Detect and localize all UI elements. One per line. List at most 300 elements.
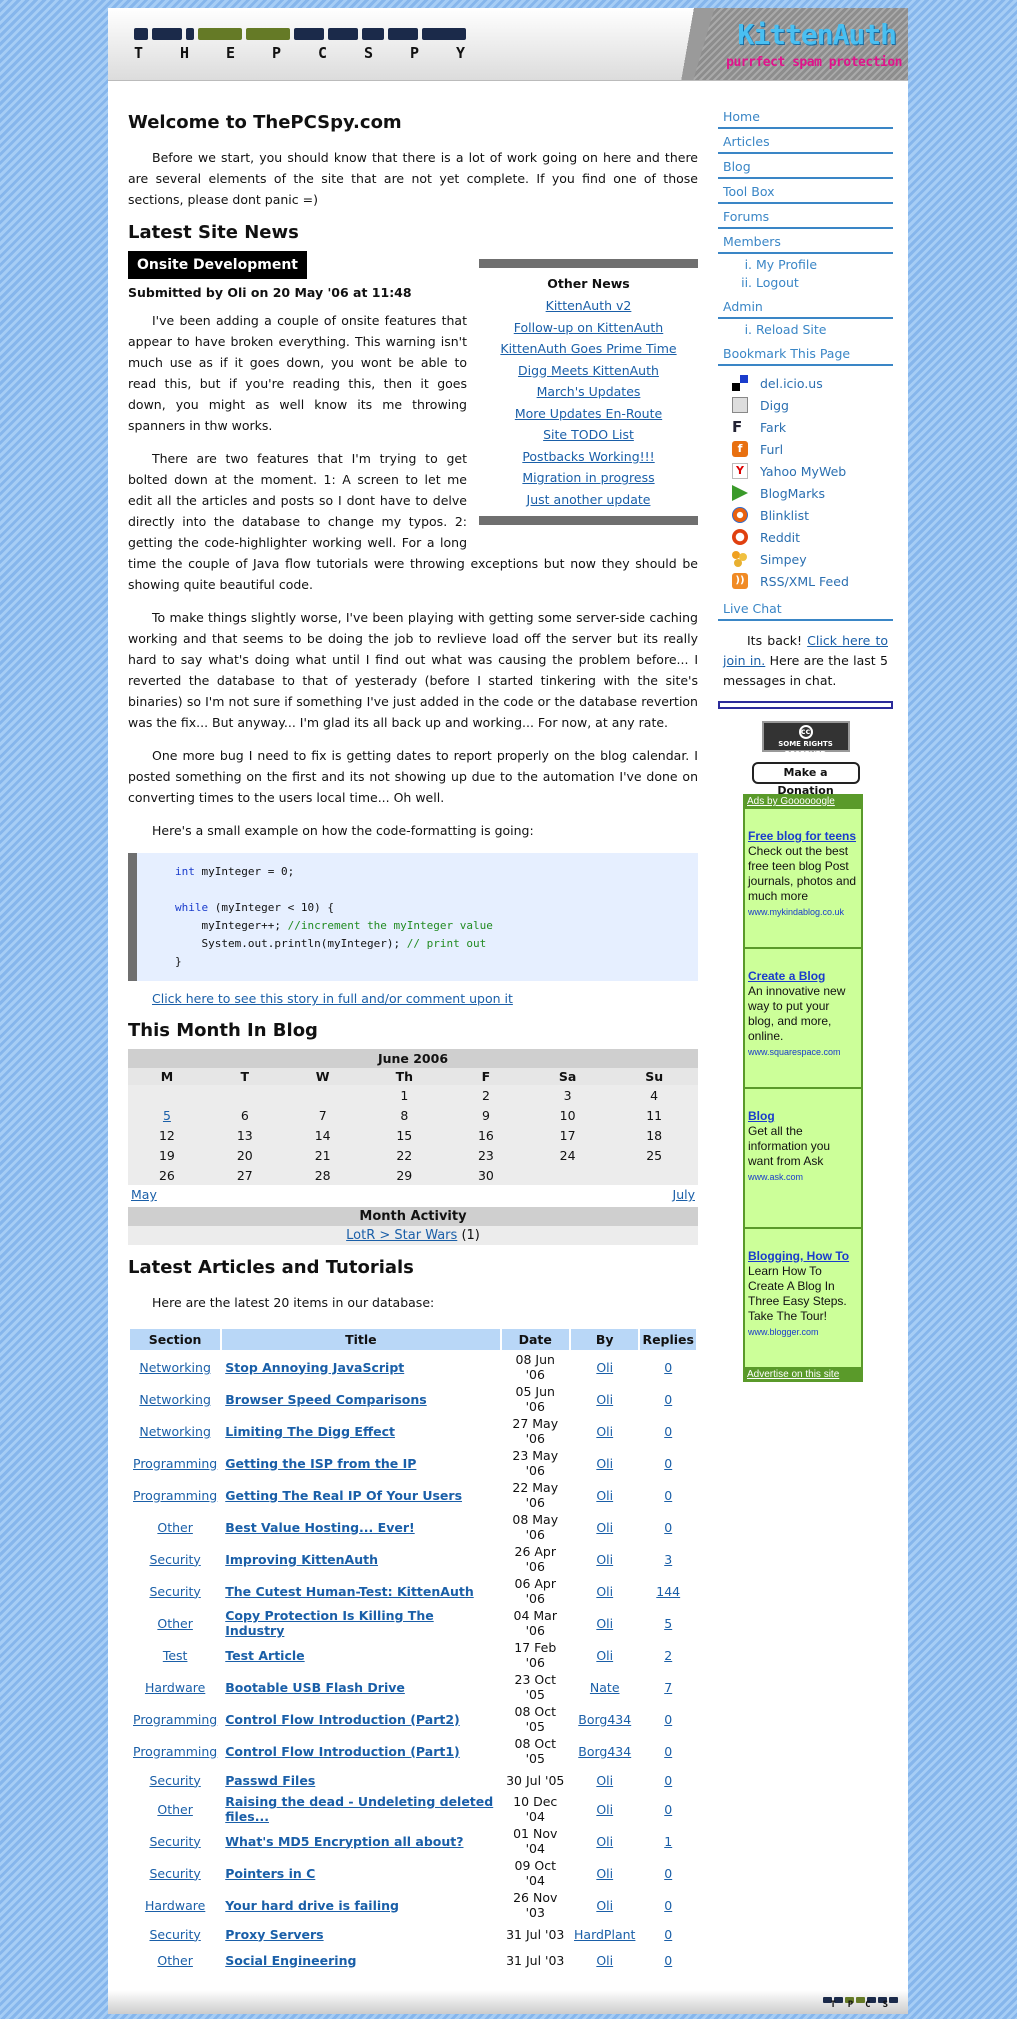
calendar-day: 7 — [284, 1105, 362, 1125]
bookmark-title: Bookmark This Page — [718, 341, 893, 366]
bookmark-item — [732, 548, 893, 570]
calendar-day-link[interactable]: 5 — [162, 1107, 171, 1123]
ads-by-link[interactable]: Ads by Goooooogle — [747, 796, 835, 807]
table-cell — [222, 1384, 499, 1414]
reddit-icon — [732, 529, 748, 545]
members-submenu — [718, 256, 893, 292]
bookmark-item — [732, 482, 893, 504]
bookmark-item — [732, 460, 893, 482]
kittenauth-banner[interactable] — [663, 8, 908, 81]
article-title-link[interactable]: Raising the dead - Undeleting deleted files... — [225, 1794, 494, 1824]
nav-blog[interactable]: Blog — [718, 154, 893, 179]
full-story-link[interactable]: Click here to see this story in full and/or comment upon it — [152, 991, 513, 1006]
replies-link[interactable]: 0 — [664, 1801, 673, 1817]
nav-toolbox[interactable]: Tool Box — [718, 179, 893, 204]
calendar-day: 23 — [447, 1145, 525, 1165]
table-row — [130, 1512, 696, 1542]
join-chat-link[interactable]: Click here to join in. — [723, 633, 888, 668]
table-cell — [640, 1704, 696, 1734]
article-title-link[interactable]: Passwd Files — [225, 1772, 316, 1788]
admin-submenu — [718, 321, 893, 339]
table-row — [130, 1672, 696, 1702]
replies-link[interactable]: 3 — [664, 1551, 673, 1567]
bookmark-link[interactable]: del.icio.us — [760, 375, 823, 391]
table-cell — [222, 1704, 499, 1734]
section-link[interactable]: Security — [149, 1833, 201, 1849]
calendar-day: 21 — [284, 1145, 362, 1165]
table-row — [130, 1576, 696, 1606]
table-cell — [130, 1544, 220, 1574]
table-cell — [130, 1736, 220, 1766]
advertise-link[interactable]: Advertise on this site — [747, 1369, 840, 1380]
news-paragraph: Here's a small example on how the code-formatting is going: — [152, 823, 534, 838]
section-link[interactable]: Security — [149, 1772, 201, 1788]
table-cell — [130, 1858, 220, 1888]
other-news-link[interactable]: KittenAuth Goes Prime Time — [500, 341, 677, 356]
welcome-text: Before we start, you should know that there is a lot of work going on here and there are several elements of the site that are not yet complete. If you find one of those sections, please dont panic =) — [128, 150, 698, 207]
code-sample: int myInteger = 0; while (myInteger < 10) { myInteger++; //increment the myInteger value System.out.println(myInteger); // print out } — [128, 853, 698, 981]
articles-intro: Here are the latest 20 items in our database: — [152, 1295, 435, 1310]
table-cell — [222, 1736, 499, 1766]
replies-link[interactable]: 0 — [664, 1391, 673, 1407]
table-cell: 08 Oct '05 — [514, 1736, 556, 1766]
nav-members[interactable]: Members — [718, 229, 893, 254]
site-footer — [108, 1990, 908, 2014]
author-link[interactable]: Oli — [596, 1647, 614, 1663]
section-link[interactable]: Programming — [133, 1743, 218, 1759]
table-cell: 23 Oct '05 — [514, 1672, 556, 1702]
nav-home[interactable]: Home — [718, 104, 893, 129]
article-title-link[interactable]: Getting The Real IP Of Your Users — [225, 1487, 463, 1503]
table-cell — [130, 1512, 220, 1542]
author-link[interactable]: Borg434 — [578, 1743, 632, 1759]
table-cell: 01 Nov '04 — [513, 1826, 558, 1856]
table-row — [130, 1416, 696, 1446]
table-cell — [640, 1352, 696, 1382]
nav-live-chat[interactable]: Live Chat — [718, 596, 893, 621]
section-link[interactable]: Security — [149, 1926, 201, 1942]
article-title-link[interactable]: Proxy Servers — [225, 1926, 324, 1942]
calendar-day: 4 — [610, 1085, 698, 1105]
table-cell — [222, 1768, 499, 1792]
table-cell — [222, 1576, 499, 1606]
replies-link[interactable]: 0 — [664, 1455, 673, 1471]
table-cell — [130, 1352, 220, 1382]
table-cell: 22 May '06 — [512, 1480, 559, 1510]
calendar-day: 15 — [362, 1125, 447, 1145]
author-link[interactable]: Oli — [596, 1423, 614, 1439]
column-header: Title — [222, 1329, 499, 1350]
table-cell — [130, 1480, 220, 1510]
table-cell — [130, 1576, 220, 1606]
article-title-link[interactable]: Getting the ISP from the IP — [225, 1455, 417, 1471]
author-link[interactable]: Oli — [596, 1952, 614, 1968]
author-link[interactable]: Oli — [596, 1487, 614, 1503]
logout-link[interactable]: Logout — [756, 275, 799, 290]
table-row — [130, 1794, 696, 1824]
section-link[interactable]: Security — [149, 1865, 201, 1881]
ad-item[interactable]: Create a Blog An innovative new way to put your blog, and more, online. www.squarespace.com — [745, 949, 861, 1087]
table-cell — [222, 1512, 499, 1542]
section-link[interactable]: Other — [157, 1615, 193, 1631]
table-cell — [222, 1544, 499, 1574]
author-link[interactable]: Oli — [596, 1391, 614, 1407]
table-cell — [640, 1480, 696, 1510]
bookmark-list — [718, 372, 893, 592]
section-link[interactable]: Other — [157, 1952, 193, 1968]
article-title-link[interactable]: Limiting The Digg Effect — [225, 1423, 395, 1439]
calendar-week — [128, 1165, 698, 1185]
replies-link[interactable]: 5 — [664, 1615, 673, 1631]
calendar-day: 11 — [610, 1105, 698, 1125]
column-header: Replies — [640, 1329, 696, 1350]
bookmark-link[interactable]: RSS/XML Feed — [760, 573, 849, 589]
table-cell — [640, 1544, 696, 1574]
table-row — [130, 1608, 696, 1638]
replies-link[interactable]: 0 — [664, 1487, 673, 1503]
prev-month-link[interactable]: May — [131, 1187, 157, 1202]
bookmark-link[interactable]: Yahoo MyWeb — [760, 463, 847, 479]
blog-calendar — [128, 1049, 698, 1185]
article-title-link[interactable]: Pointers in C — [225, 1865, 316, 1881]
article-title-link[interactable]: Bootable USB Flash Drive — [225, 1679, 405, 1695]
table-cell — [640, 1576, 696, 1606]
table-cell: 08 Oct '05 — [514, 1704, 556, 1734]
table-row — [130, 1858, 696, 1888]
donate-button[interactable]: Make a Donation — [752, 762, 860, 784]
table-cell — [222, 1352, 499, 1382]
calendar-week — [128, 1085, 698, 1105]
calendar-day: 27 — [206, 1165, 284, 1185]
cc-icon: cc — [799, 725, 813, 739]
table-cell — [571, 1352, 638, 1382]
calendar-day-header: Sa — [525, 1068, 610, 1085]
digg-icon — [732, 397, 748, 413]
column-header: Section — [130, 1329, 220, 1350]
author-link[interactable]: Oli — [596, 1583, 614, 1599]
calendar-day-header: Th — [362, 1068, 447, 1085]
calendar-day-header: W — [284, 1068, 362, 1085]
table-cell — [640, 1794, 696, 1824]
bookmark-item — [732, 372, 893, 394]
table-cell: 04 Mar '06 — [513, 1608, 557, 1638]
ad-item[interactable]: Blogging, How To Learn How To Create A Blog In Three Easy Steps. Take The Tour! www.blogger.com — [745, 1229, 861, 1367]
table-cell — [222, 1826, 499, 1856]
section-link[interactable]: Networking — [139, 1391, 211, 1407]
reload-site-link[interactable]: Reload Site — [756, 322, 827, 337]
calendar-day: 26 — [128, 1165, 206, 1185]
table-cell — [571, 1794, 638, 1824]
activity-link[interactable]: LotR > Star Wars — [346, 1228, 458, 1243]
article-title-link[interactable]: Control Flow Introduction (Part2) — [225, 1711, 460, 1727]
calendar-day: 20 — [206, 1145, 284, 1165]
section-link[interactable]: Security — [149, 1551, 201, 1567]
calendar-day — [525, 1165, 610, 1185]
table-cell — [571, 1448, 638, 1478]
replies-link[interactable]: 0 — [664, 1952, 673, 1968]
table-cell — [640, 1858, 696, 1888]
section-link[interactable]: Programming — [133, 1487, 218, 1503]
footer-logo-letters: TPCS — [830, 2000, 900, 2010]
table-cell — [571, 1858, 638, 1888]
author-link[interactable]: Oli — [596, 1519, 614, 1535]
calendar-day: 17 — [525, 1125, 610, 1145]
bookmark-link[interactable]: Blinklist — [760, 507, 810, 523]
replies-link[interactable]: 144 — [656, 1583, 681, 1599]
news-paragraph: To make things slightly worse, I've been playing with getting some server-side caching working and that seems to be doing the job to revlieve load off the server but its really hard to say what's doing what until I find out what was causing the problem before... I reverted the database to that of yesterady (before I started tinkering with the site's binaries) so I'm not sure if something I've just added in the code or the database revertion was the fix... But anyway... I'm glad its all back up and working... For now, at any rate. — [128, 610, 698, 730]
next-month-link[interactable]: July — [672, 1187, 695, 1202]
calendar-week — [128, 1105, 698, 1125]
section-link[interactable]: Security — [149, 1583, 201, 1599]
calendar-day: 28 — [284, 1165, 362, 1185]
table-cell — [640, 1672, 696, 1702]
calendar-day: 24 — [525, 1145, 610, 1165]
replies-link[interactable]: 0 — [664, 1743, 673, 1759]
table-cell — [571, 1544, 638, 1574]
chat-text: Its back! Click here to join in. Here are the last 5 messages in chat. — [723, 633, 888, 688]
bookmark-link[interactable]: Reddit — [760, 529, 801, 545]
table-cell — [571, 1948, 638, 1972]
table-cell — [222, 1890, 499, 1920]
table-cell — [130, 1704, 220, 1734]
calendar-day: 22 — [362, 1145, 447, 1165]
table-cell — [640, 1608, 696, 1638]
calendar-day-header: Su — [610, 1068, 698, 1085]
author-link[interactable]: Oli — [596, 1897, 614, 1913]
other-news-link[interactable]: Site TODO List — [543, 427, 634, 442]
author-link[interactable]: Borg434 — [578, 1711, 632, 1727]
main-content — [128, 112, 698, 1974]
section-link[interactable]: Hardware — [144, 1679, 206, 1695]
section-link[interactable]: Test — [162, 1647, 188, 1663]
bookmark-link[interactable]: Furl — [760, 441, 784, 457]
table-cell: 30 Jul '05 — [506, 1772, 565, 1788]
sidebar — [718, 104, 893, 1382]
calendar-day: 29 — [362, 1165, 447, 1185]
section-link[interactable]: Networking — [139, 1423, 211, 1439]
table-cell — [571, 1768, 638, 1792]
table-cell — [130, 1948, 220, 1972]
table-row — [130, 1890, 696, 1920]
table-cell — [222, 1794, 499, 1824]
article-title-link[interactable]: Best Value Hosting... Ever! — [225, 1519, 415, 1535]
table-cell — [571, 1922, 638, 1946]
calendar-day: 8 — [362, 1105, 447, 1125]
table-cell: 06 Apr '06 — [514, 1576, 557, 1606]
author-link[interactable]: Oli — [596, 1551, 614, 1567]
table-row — [130, 1448, 696, 1478]
my-profile-link[interactable]: My Profile — [756, 257, 818, 272]
table-cell — [130, 1416, 220, 1446]
other-news-link[interactable]: Digg Meets KittenAuth — [518, 362, 659, 378]
article-title-link[interactable]: Improving KittenAuth — [225, 1551, 379, 1567]
author-link[interactable]: Oli — [596, 1801, 614, 1817]
bookmark-item — [732, 504, 893, 526]
author-link[interactable]: Oli — [596, 1833, 614, 1849]
ad-item[interactable]: Free blog for teens Check out the best free teen blog Post journals, photos and much more www.mykindablog.co.uk — [745, 809, 861, 947]
column-header: Date — [502, 1329, 570, 1350]
news-heading: Latest Site News — [128, 222, 299, 243]
table-cell: 23 May '06 — [512, 1448, 559, 1478]
table-cell — [571, 1512, 638, 1542]
replies-link[interactable]: 0 — [664, 1711, 673, 1727]
table-cell — [571, 1890, 638, 1920]
calendar-day: 1 — [362, 1085, 447, 1105]
table-cell: 17 Feb '06 — [514, 1640, 557, 1670]
table-cell — [640, 1384, 696, 1414]
section-link[interactable]: Networking — [139, 1359, 211, 1375]
table-cell — [130, 1640, 220, 1670]
table-cell — [571, 1704, 638, 1734]
table-row — [130, 1826, 696, 1856]
article-title-link[interactable]: Stop Annoying JavaScript — [225, 1359, 405, 1375]
table-cell — [130, 1768, 220, 1792]
table-cell — [571, 1608, 638, 1638]
table-row — [130, 1352, 696, 1382]
table-cell — [222, 1416, 499, 1446]
article-title-link[interactable]: The Cutest Human-Test: KittenAuth — [225, 1583, 474, 1599]
replies-link[interactable]: 0 — [664, 1926, 673, 1942]
author-link[interactable]: Nate — [589, 1679, 620, 1695]
table-cell — [130, 1922, 220, 1946]
calendar-day — [206, 1085, 284, 1105]
bookmark-link[interactable]: Fark — [760, 419, 787, 435]
calendar-day: 16 — [447, 1125, 525, 1145]
replies-link[interactable]: 0 — [664, 1897, 673, 1913]
other-news-link[interactable]: March's Updates — [536, 384, 641, 399]
table-row — [130, 1640, 696, 1670]
other-news-link[interactable]: KittenAuth v2 — [545, 298, 632, 313]
bookmark-item — [732, 416, 893, 438]
rss-icon: )) — [732, 573, 748, 589]
author-link[interactable]: Oli — [596, 1865, 614, 1881]
site-logo-letters[interactable]: T H E P C S P Y — [134, 44, 466, 62]
table-cell — [130, 1608, 220, 1638]
replies-link[interactable]: 0 — [664, 1519, 673, 1535]
replies-link[interactable]: 2 — [664, 1647, 673, 1663]
other-news-link[interactable]: Migration in progress — [522, 470, 655, 485]
article-title-link[interactable]: Test Article — [225, 1647, 305, 1663]
table-cell — [222, 1608, 499, 1638]
article-title-link[interactable]: Browser Speed Comparisons — [225, 1391, 427, 1407]
table-cell — [222, 1922, 499, 1946]
articles-heading: Latest Articles and Tutorials — [128, 1257, 414, 1278]
author-link[interactable]: Oli — [596, 1615, 614, 1631]
calendar-day: 2 — [447, 1085, 525, 1105]
calendar-day — [284, 1085, 362, 1105]
bookmark-link[interactable]: Digg — [760, 397, 789, 413]
other-news-link[interactable]: Just another update — [526, 491, 651, 507]
table-cell: 31 Jul '03 — [506, 1926, 565, 1942]
replies-link[interactable]: 0 — [664, 1772, 673, 1788]
calendar-day: 25 — [610, 1145, 698, 1165]
calendar-day — [128, 1085, 206, 1105]
author-link[interactable]: Oli — [596, 1455, 614, 1471]
blinklist-icon — [732, 507, 748, 523]
article-title-link[interactable]: What's MD5 Encryption all about? — [225, 1833, 464, 1849]
activity-count: (1) — [461, 1228, 480, 1243]
calendar-month: June 2006 — [128, 1049, 698, 1068]
bookmark-item — [732, 438, 893, 460]
article-title-link[interactable]: Copy Protection Is Killing The Industry — [225, 1608, 434, 1638]
table-row — [130, 1948, 696, 1972]
table-cell: 26 Nov '03 — [513, 1890, 558, 1920]
replies-link[interactable]: 7 — [664, 1679, 673, 1695]
news-paragraph: There are two features that I'm trying to get bolted down at the moment. 1: A screen to let me edit all the articles and posts so I dont have to delve directly into the database to change my typos. 2: getting the code-highlighter working well. For a long time the couple of Java flow tutorials were throwing exceptions but now they should be showing quite beautiful code. — [128, 451, 698, 592]
table-cell — [571, 1640, 638, 1670]
author-link[interactable]: HardPlant — [574, 1926, 636, 1942]
site-header — [108, 8, 908, 81]
site-logo-blocks[interactable] — [134, 28, 470, 42]
table-cell — [640, 1736, 696, 1766]
yahoo-icon: Y — [732, 463, 748, 479]
table-row — [130, 1768, 696, 1792]
section-link[interactable]: Programming — [133, 1455, 218, 1471]
replies-link[interactable]: 0 — [664, 1423, 673, 1439]
calendar-day-header: M — [128, 1068, 206, 1085]
article-title-link[interactable]: Social Engineering — [225, 1952, 357, 1968]
table-cell — [130, 1890, 220, 1920]
column-header: By — [571, 1329, 638, 1350]
blogmarks-icon — [732, 485, 748, 501]
table-row — [130, 1544, 696, 1574]
ad-item[interactable]: Blog Get all the information you want from Ask www.ask.com — [745, 1089, 861, 1227]
table-row — [130, 1704, 696, 1734]
other-news-link[interactable]: Follow-up on KittenAuth — [513, 319, 664, 335]
table-cell — [222, 1858, 499, 1888]
nav-forums[interactable]: Forums — [718, 204, 893, 229]
table-cell — [640, 1948, 696, 1972]
section-link[interactable]: Other — [157, 1519, 193, 1535]
replies-link[interactable]: 0 — [664, 1865, 673, 1881]
other-news-link[interactable]: More Updates En-Route — [514, 405, 663, 421]
section-link[interactable]: Other — [157, 1801, 193, 1817]
section-link[interactable]: Hardware — [144, 1897, 206, 1913]
author-link[interactable]: Oli — [596, 1359, 614, 1375]
blog-heading: This Month In Blog — [128, 1020, 318, 1041]
bookmark-link[interactable]: Simpey — [760, 551, 807, 567]
article-title-link[interactable]: Your hard drive is failing — [225, 1897, 399, 1913]
table-cell — [222, 1672, 499, 1702]
calendar-day: 13 — [206, 1125, 284, 1145]
table-cell — [571, 1736, 638, 1766]
table-cell — [640, 1826, 696, 1856]
creative-commons-badge[interactable]: cc SOME RIGHTS RESERVED — [762, 721, 850, 752]
table-cell: 26 Apr '06 — [514, 1544, 557, 1574]
bookmark-link[interactable]: BlogMarks — [760, 485, 825, 501]
table-cell — [640, 1640, 696, 1670]
table-cell — [571, 1672, 638, 1702]
section-link[interactable]: Programming — [133, 1711, 218, 1727]
other-news-link[interactable]: Postbacks Working!!! — [522, 448, 655, 464]
table-cell — [571, 1416, 638, 1446]
table-cell — [640, 1768, 696, 1792]
calendar-day: 10 — [525, 1105, 610, 1125]
nav-articles[interactable]: Articles — [718, 129, 893, 154]
table-cell — [222, 1480, 499, 1510]
replies-link[interactable]: 1 — [664, 1833, 673, 1849]
replies-link[interactable]: 0 — [664, 1359, 673, 1375]
calendar-day: 19 — [128, 1145, 206, 1165]
welcome-title: Welcome to ThePCSpy.com — [128, 112, 402, 133]
nav-admin[interactable]: Admin — [718, 294, 893, 319]
calendar-day-header: F — [447, 1068, 525, 1085]
article-title-link[interactable]: Control Flow Introduction (Part1) — [225, 1743, 460, 1759]
author-link[interactable]: Oli — [596, 1772, 614, 1788]
news-paragraph: I've been adding a couple of onsite features that appear to have broken everything. This warning isn't much use as if it goes down, you wont be able to read this, but if you're reading this, then it goes down, you might as well know its me throwing spanners in thw works. — [128, 313, 467, 433]
other-news-title: Other News — [547, 276, 630, 291]
news-byline: Submitted by Oli on 20 May '06 at 11:48 — [128, 285, 412, 300]
